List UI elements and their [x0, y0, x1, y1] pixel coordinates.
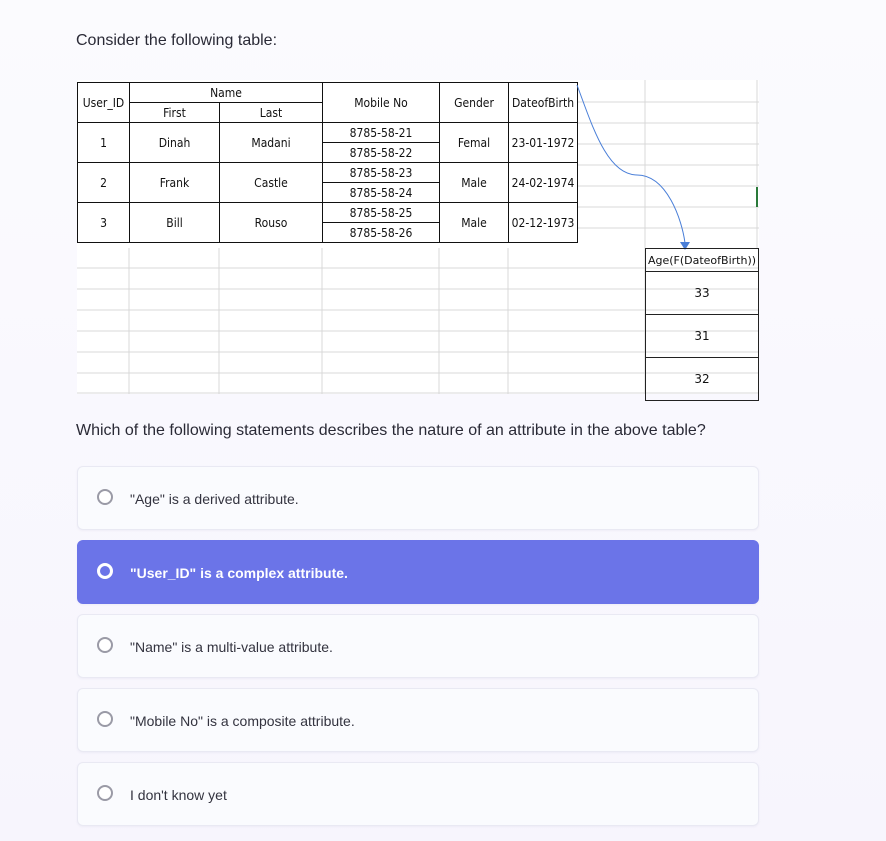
option-label: "Age" is a derived attribute.: [130, 491, 299, 507]
radio-icon[interactable]: [97, 637, 113, 653]
option-label: "Name" is a multi-value attribute.: [130, 639, 333, 655]
header-user-id: User_ID: [78, 83, 130, 123]
cell-mobile: 8785-58-25: [323, 203, 440, 223]
cell-first: Dinah: [130, 123, 220, 163]
radio-selected-icon[interactable]: [97, 563, 113, 579]
cell-gender: Femal: [440, 123, 509, 163]
header-last: Last: [220, 103, 323, 123]
cell-id: 3: [78, 203, 130, 243]
age-value: 33: [646, 272, 759, 315]
radio-icon[interactable]: [97, 489, 113, 505]
cell-mobile: 8785-58-24: [323, 183, 440, 203]
cell-dob: 23-01-1972: [509, 123, 578, 163]
option-label: "User_ID" is a complex attribute.: [130, 565, 348, 581]
age-value: 31: [646, 315, 759, 358]
cell-dob: 24-02-1974: [509, 163, 578, 203]
header-name: Name: [130, 83, 323, 103]
cell-last: Madani: [220, 123, 323, 163]
cell-last: Castle: [220, 163, 323, 203]
option-name-multivalue[interactable]: [77, 614, 759, 678]
header-dob: DateofBirth: [509, 83, 578, 123]
header-first: First: [130, 103, 220, 123]
cell-mobile: 8785-58-22: [323, 143, 440, 163]
cell-mobile: 8785-58-23: [323, 163, 440, 183]
table-image: [77, 80, 759, 394]
option-age-derived[interactable]: [77, 466, 759, 530]
radio-icon[interactable]: [97, 785, 113, 801]
age-header: Age(F(DateofBirth)): [646, 249, 759, 272]
cell-dob: 02-12-1973: [509, 203, 578, 243]
radio-icon[interactable]: [97, 711, 113, 727]
cell-id: 2: [78, 163, 130, 203]
cell-last: Rouso: [220, 203, 323, 243]
cell-first: Frank: [130, 163, 220, 203]
header-mobile: Mobile No: [323, 83, 440, 123]
question-text: Which of the following statements describes the nature of an attribute in the above table?: [76, 422, 706, 439]
option-mobile-composite[interactable]: [77, 688, 759, 752]
age-table: [645, 248, 759, 401]
intro-text: Consider the following table:: [76, 32, 278, 49]
age-value: 32: [646, 358, 759, 401]
cell-mobile: 8785-58-26: [323, 223, 440, 243]
cell-id: 1: [78, 123, 130, 163]
cell-gender: Male: [440, 203, 509, 243]
option-label: I don't know yet: [130, 787, 227, 803]
cell-mobile: 8785-58-21: [323, 123, 440, 143]
option-label: "Mobile No" is a composite attribute.: [130, 713, 355, 729]
cell-gender: Male: [440, 163, 509, 203]
header-gender: Gender: [440, 83, 509, 123]
cell-first: Bill: [130, 203, 220, 243]
option-userid-complex[interactable]: [77, 540, 759, 604]
option-dont-know[interactable]: [77, 762, 759, 826]
